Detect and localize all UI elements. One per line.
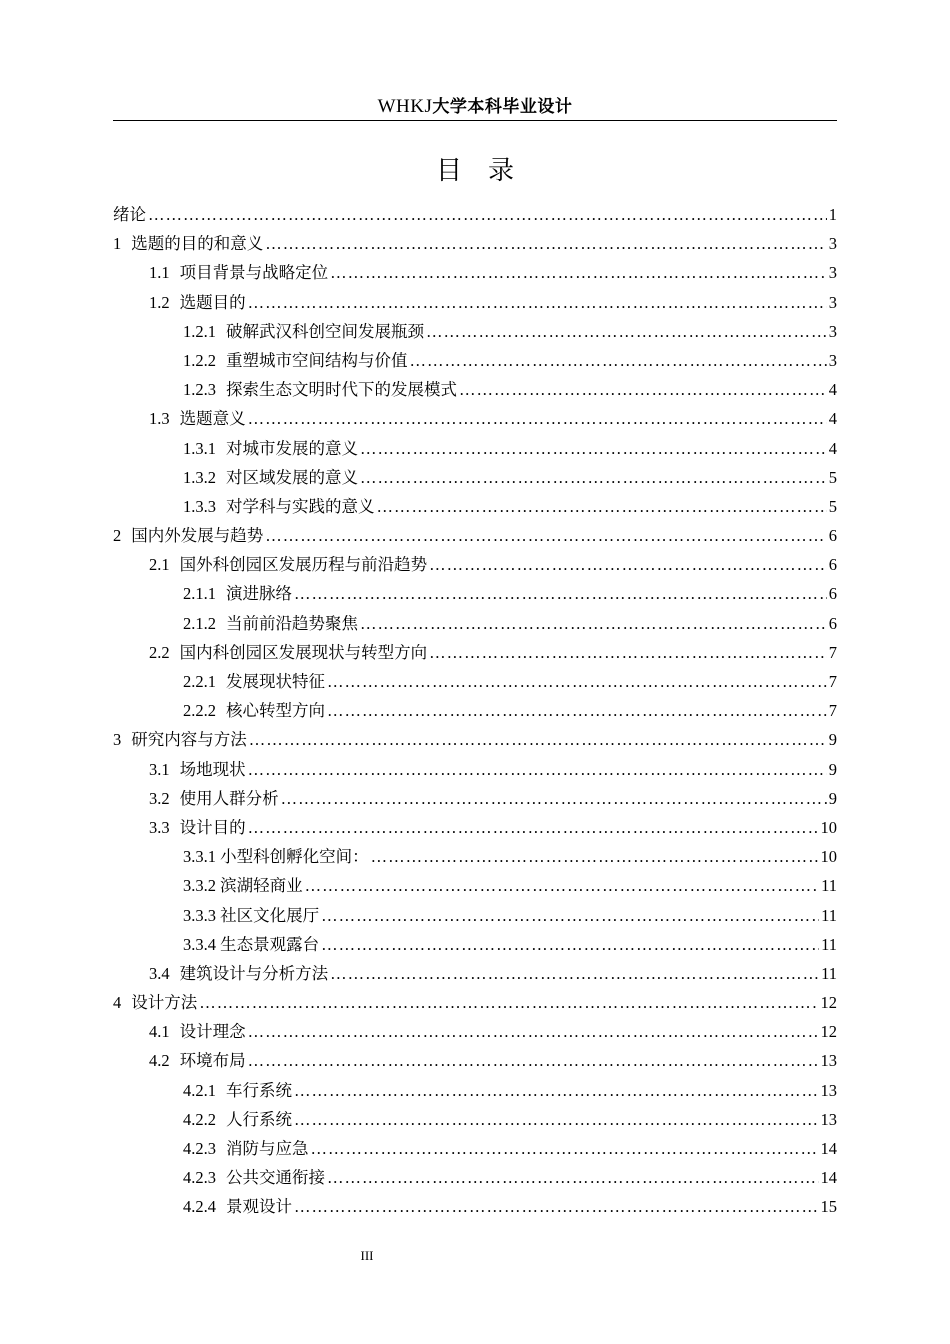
toc-entry-label: [183, 579, 292, 608]
toc-entry-page: 11: [821, 934, 837, 954]
toc-entry-page: 14: [820, 1139, 837, 1158]
toc-dot-leader: [330, 258, 827, 287]
toc-entry-number: 1.1: [149, 263, 170, 283]
toc-entry-page: 1: [828, 205, 837, 224]
toc-entry-text: 3.3.3 社区文化展厅: [183, 905, 320, 925]
toc-entry-number: 4.2.4: [183, 1197, 216, 1217]
toc-entry-text: 设计方法: [131, 993, 198, 1013]
toc-entry-number: 3.4: [149, 963, 170, 983]
toc-entry-text: 重塑城市空间结构与价值: [226, 350, 408, 370]
toc-entry[interactable]: [113, 959, 837, 988]
toc-entry-number: 3: [113, 730, 122, 750]
toc-entry-page: 6: [828, 555, 837, 575]
toc-dot-leader: [360, 463, 827, 492]
toc-entry-text: 3.3.4 生态景观露台: [183, 934, 320, 954]
toc-entry-number: 4.2: [149, 1051, 170, 1071]
toc-entry-text: 选题意义: [179, 409, 246, 429]
toc-entry-label: [113, 988, 197, 1017]
toc-entry-text: 消防与应急: [226, 1139, 309, 1158]
toc-entry-label: [183, 901, 319, 930]
toc-entry-text: 场地现状: [179, 759, 246, 779]
toc-entry-number: 2.2.2: [183, 701, 216, 721]
toc-entry[interactable]: [113, 784, 837, 813]
toc-entry-text: 公共交通衔接: [226, 1168, 325, 1188]
toc-entry-number: 4.2.3: [183, 1168, 216, 1188]
toc-entry[interactable]: [113, 492, 837, 521]
toc-entry-number: 4: [113, 993, 122, 1013]
toc-entry[interactable]: [113, 813, 837, 842]
toc-entry-page: 7: [828, 672, 837, 691]
toc-dot-leader: [265, 229, 827, 258]
toc-entry-number: 1.3.2: [183, 467, 216, 487]
toc-dot-leader: [321, 930, 819, 959]
toc-entry-number: 1.3.3: [183, 496, 216, 516]
toc-entry-text: 车行系统: [226, 1080, 292, 1100]
toc-entry-label: [113, 200, 146, 229]
toc-entry-text: 设计目的: [179, 817, 246, 837]
toc-entry-number: 2.1.2: [183, 613, 216, 633]
toc-entry-label: [149, 1017, 246, 1046]
toc-entry-number: 1.2.2: [183, 350, 216, 370]
toc-entry[interactable]: [113, 988, 837, 1017]
toc-entry-page: 11: [821, 905, 837, 925]
toc-entry-page: 13: [820, 1051, 837, 1071]
toc-entry-page: 11: [821, 963, 837, 983]
toc-entry[interactable]: [113, 901, 837, 930]
page-header: [113, 92, 837, 121]
toc-dot-leader: [294, 579, 827, 608]
toc-entry-label: [183, 667, 325, 696]
toc-entry[interactable]: [113, 1046, 837, 1075]
toc-dot-leader: [429, 638, 827, 667]
toc-entry-label: [183, 375, 457, 404]
toc-entry-label: [183, 842, 369, 871]
toc-entry-text: 3.3.2 滨湖轻商业: [183, 876, 303, 896]
toc-entry[interactable]: [113, 463, 837, 492]
toc-entry-number: 2.1: [149, 555, 170, 575]
toc-entry-text: 绪论: [113, 205, 146, 224]
toc-entry-page: 3: [828, 263, 837, 283]
toc-entry-page: 13: [820, 1080, 837, 1100]
toc-entry-label: [149, 1046, 246, 1075]
toc-entry-text: 发展现状特征: [226, 672, 325, 691]
toc-entry-label: [183, 871, 303, 900]
toc-entry[interactable]: [113, 842, 837, 871]
page-number: III: [360, 1248, 374, 1263]
toc-entry-number: 3.3: [149, 817, 170, 837]
toc-dot-leader: [377, 492, 827, 521]
toc-entry-label: [149, 404, 246, 433]
toc-dot-leader: [249, 725, 827, 754]
toc-entry[interactable]: [113, 229, 837, 258]
toc-dot-leader: [248, 288, 827, 317]
toc-dot-leader: [248, 1017, 819, 1046]
toc-entry-label: [183, 696, 325, 725]
toc-entry-label: [149, 258, 328, 287]
toc-entry-label: [183, 434, 358, 463]
toc-entry-text: 核心转型方向: [226, 701, 325, 721]
toc-entry-text: 设计理念: [179, 1022, 246, 1042]
toc-entry[interactable]: [113, 404, 837, 433]
toc-entry[interactable]: [113, 1134, 837, 1163]
toc-entry-number: 1.2.3: [183, 380, 216, 400]
toc-dot-leader: [265, 521, 827, 550]
toc-dot-leader: [371, 842, 819, 871]
toc-entry-page: 10: [820, 817, 837, 837]
header-latin: WHKJ: [377, 96, 433, 117]
toc-entry-page: 5: [828, 496, 837, 516]
toc-entry-page: 13: [820, 1109, 837, 1129]
toc-dot-leader: [327, 667, 827, 696]
toc-entry-label: [113, 725, 247, 754]
toc-dot-leader: [294, 1076, 819, 1105]
toc-entry-page: 10: [820, 847, 837, 867]
toc-entry[interactable]: [113, 1105, 837, 1134]
toc-dot-leader: [327, 696, 827, 725]
toc-entry[interactable]: [113, 1192, 837, 1221]
toc-entry-page: 6: [828, 613, 837, 633]
toc-entry[interactable]: [113, 1017, 837, 1046]
toc-entry-text: 建筑设计与分析方法: [179, 963, 329, 983]
toc-dot-leader: [305, 871, 819, 900]
toc-entry-text: 3.3.1 小型科创孵化空间：: [183, 847, 369, 867]
toc-entry-text: 国外科创园区发展历程与前沿趋势: [179, 555, 428, 575]
toc-entry-text: 国内外发展与趋势: [131, 526, 264, 546]
toc-entry-number: 3.1: [149, 759, 170, 779]
toc-entry[interactable]: [113, 579, 837, 608]
toc-entry[interactable]: [113, 1163, 837, 1192]
toc-entry-text: 人行系统: [226, 1109, 292, 1129]
toc-entry-text: 破解武汉科创空间发展瓶颈: [226, 321, 424, 341]
toc-entry-page: 5: [828, 467, 837, 487]
toc-dot-leader: [199, 988, 818, 1017]
toc-entry[interactable]: [113, 667, 837, 696]
toc-dot-leader: [360, 609, 827, 638]
toc-entry-page: 11: [821, 876, 837, 896]
toc-entry-label: [183, 317, 424, 346]
toc-dot-leader: [426, 317, 827, 346]
toc-entry[interactable]: [113, 696, 837, 725]
toc-entry-page: 9: [828, 730, 837, 750]
toc-entry-page: 7: [828, 701, 837, 721]
toc-entry[interactable]: [113, 434, 837, 463]
toc-entry-page: 4: [828, 380, 837, 400]
toc-entry-number: 1.2: [149, 292, 170, 312]
toc-entry-page: 12: [820, 993, 837, 1013]
toc-entry-text: 对城市发展的意义: [226, 438, 358, 458]
toc-entry-text: 当前前沿趋势聚焦: [226, 613, 358, 633]
toc-entry[interactable]: [113, 521, 837, 550]
toc-entry-number: 4.1: [149, 1022, 170, 1042]
toc-entry-label: [183, 346, 408, 375]
toc-entry-label: [113, 521, 263, 550]
toc-entry[interactable]: [113, 317, 837, 346]
toc-entry-label: [183, 1105, 292, 1134]
toc-entry[interactable]: [113, 609, 837, 638]
toc-dot-leader: [410, 346, 827, 375]
toc-entry-label: [183, 492, 375, 521]
toc-entry[interactable]: [113, 871, 837, 900]
table-of-contents: [113, 200, 837, 1222]
toc-entry-text: 项目背景与战略定位: [179, 263, 329, 283]
toc-entry-number: 4.2.3: [183, 1139, 216, 1158]
toc-entry-text: 景观设计: [226, 1197, 292, 1217]
toc-entry-label: [183, 1134, 309, 1163]
toc-dot-leader: [281, 784, 827, 813]
page-title: 目录: [435, 156, 540, 186]
toc-entry-page: 12: [820, 1022, 837, 1042]
toc-dot-leader: [248, 404, 827, 433]
toc-entry-number: 4.2.1: [183, 1080, 216, 1100]
toc-entry-label: [183, 1192, 292, 1221]
toc-dot-leader: [429, 550, 827, 579]
toc-entry-page: 9: [828, 759, 837, 779]
toc-entry-text: 探索生态文明时代下的发展模式: [226, 380, 457, 400]
toc-entry-text: 环境布局: [179, 1051, 246, 1071]
toc-dot-leader: [248, 755, 827, 784]
toc-entry-text: 对学科与实践的意义: [226, 496, 375, 516]
toc-entry[interactable]: [113, 725, 837, 754]
toc-entry-number: 1.2.1: [183, 321, 216, 341]
toc-entry-label: [149, 550, 427, 579]
toc-dot-leader: [148, 200, 827, 229]
header-title: [378, 96, 573, 117]
toc-entry-page: 6: [828, 584, 837, 604]
toc-entry-label: [183, 1076, 292, 1105]
toc-entry-label: [149, 638, 427, 667]
toc-entry[interactable]: [113, 375, 837, 404]
toc-entry[interactable]: [113, 288, 837, 317]
toc-entry[interactable]: [113, 638, 837, 667]
toc-entry-number: 2: [113, 526, 122, 546]
toc-entry[interactable]: [113, 200, 837, 229]
toc-entry-label: [149, 288, 246, 317]
toc-entry[interactable]: [113, 1076, 837, 1105]
toc-entry[interactable]: [113, 930, 837, 959]
toc-entry-text: 国内科创园区发展现状与转型方向: [179, 642, 428, 662]
toc-entry-text: 研究内容与方法: [131, 730, 247, 750]
toc-entry-text: 选题的目的和意义: [131, 234, 264, 254]
toc-entry-page: 15: [820, 1197, 837, 1217]
toc-entry-number: 1.3: [149, 409, 170, 429]
toc-entry[interactable]: [113, 755, 837, 784]
toc-entry-number: 4.2.2: [183, 1109, 216, 1129]
toc-entry-label: [149, 784, 279, 813]
toc-entry-page: 14: [820, 1168, 837, 1188]
toc-entry-page: 3: [828, 350, 837, 370]
toc-entry-number: 3.2: [149, 788, 170, 808]
toc-dot-leader: [248, 813, 819, 842]
toc-entry-label: [183, 1163, 325, 1192]
toc-entry[interactable]: [113, 346, 837, 375]
toc-dot-leader: [327, 1163, 819, 1192]
toc-dot-leader: [248, 1046, 819, 1075]
toc-entry-number: 2.2: [149, 642, 170, 662]
toc-dot-leader: [294, 1192, 819, 1221]
toc-entry-label: [149, 755, 246, 784]
toc-entry-text: 对区域发展的意义: [226, 467, 358, 487]
toc-entry[interactable]: [113, 258, 837, 287]
toc-entry-label: [183, 609, 358, 638]
toc-entry-page: 3: [828, 292, 837, 312]
toc-entry-label: [183, 463, 358, 492]
toc-entry-number: 2.1.1: [183, 584, 216, 604]
toc-entry-page: 7: [828, 642, 837, 662]
toc-dot-leader: [311, 1134, 819, 1163]
toc-entry-page: 3: [828, 234, 837, 254]
toc-entry-label: [183, 930, 319, 959]
toc-dot-leader: [294, 1105, 819, 1134]
header-cjk: 大学本科毕业设计: [432, 97, 573, 117]
toc-entry-number: 2.2.1: [183, 672, 216, 691]
toc-dot-leader: [459, 375, 827, 404]
toc-entry-page: 6: [828, 526, 837, 546]
toc-entry-page: 3: [828, 321, 837, 341]
toc-entry-label: [113, 229, 263, 258]
toc-entry-text: 选题目的: [179, 292, 246, 312]
toc-entry-text: 使用人群分析: [179, 788, 279, 808]
toc-dot-leader: [321, 901, 819, 930]
toc-entry-page: 4: [828, 438, 837, 458]
toc-entry-text: 演进脉络: [226, 584, 292, 604]
toc-entry-number: 1: [113, 234, 122, 254]
toc-dot-leader: [330, 959, 819, 988]
toc-entry-page: 4: [828, 409, 837, 429]
toc-entry[interactable]: [113, 550, 837, 579]
toc-entry-label: [149, 813, 246, 842]
toc-entry-page: 9: [828, 788, 837, 808]
toc-entry-number: 1.3.1: [183, 438, 216, 458]
toc-dot-leader: [360, 434, 827, 463]
toc-entry-label: [149, 959, 328, 988]
